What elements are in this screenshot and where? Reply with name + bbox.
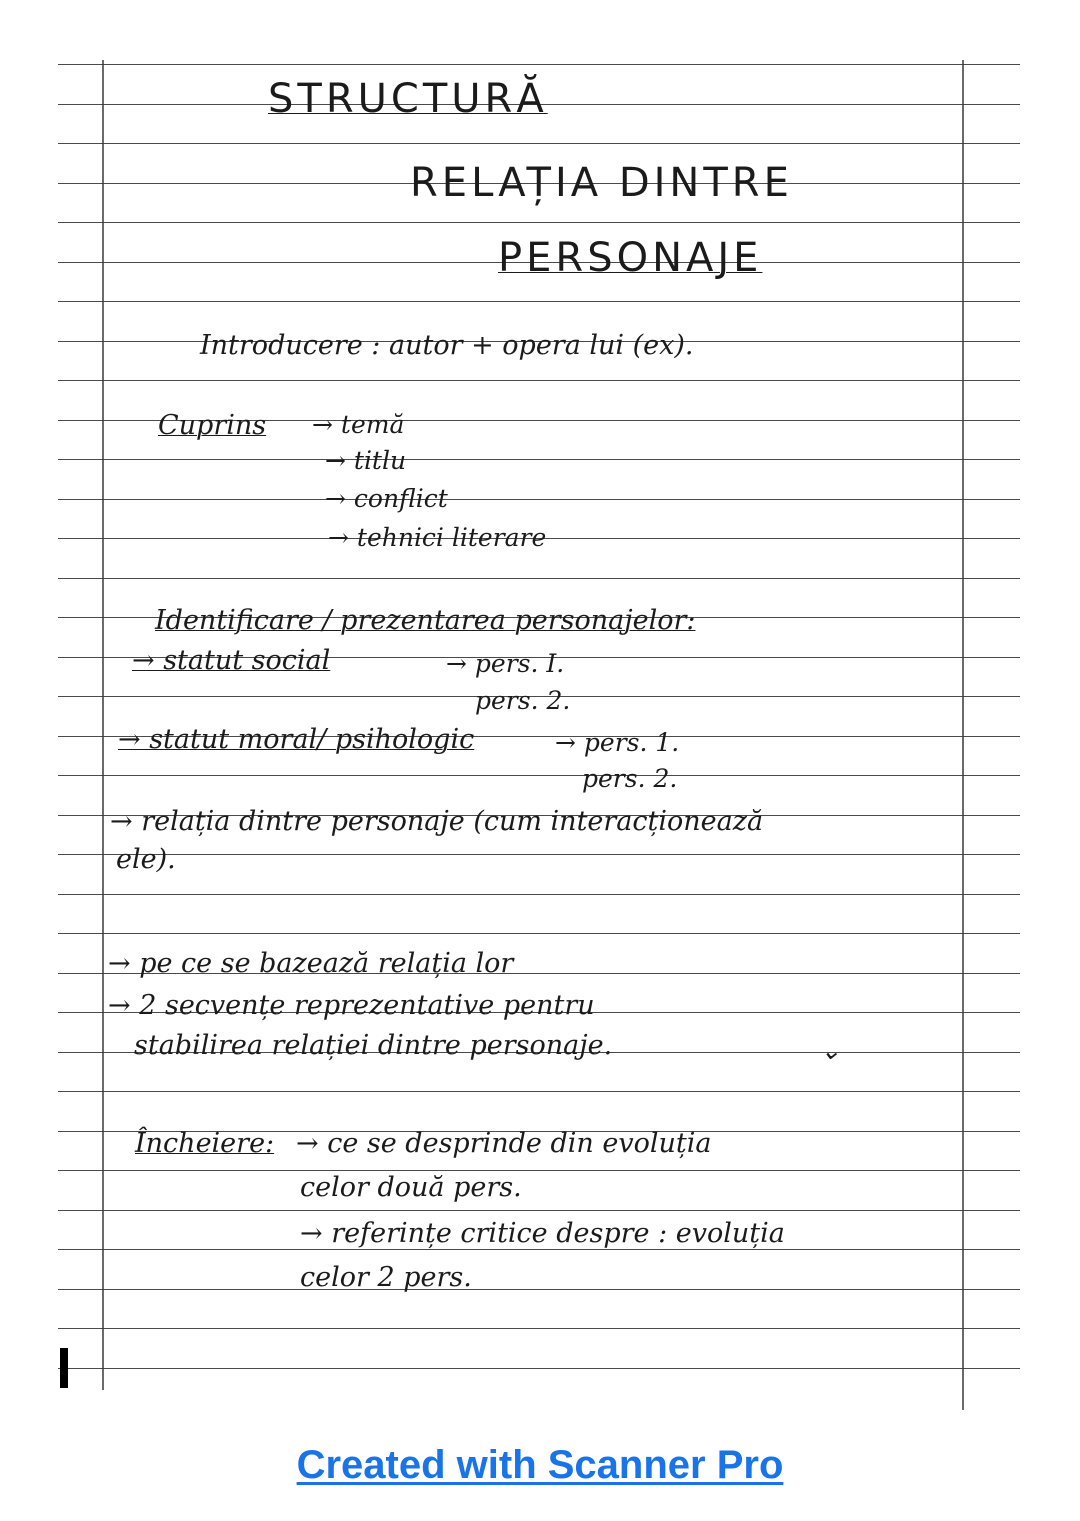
secvente-line-1: → 2 secvențe reprezentative pentru bbox=[108, 990, 595, 1021]
statut-moral: → statut moral/ psihologic bbox=[118, 724, 475, 755]
pers-2-social: pers. 2. bbox=[475, 686, 571, 715]
title-line-2: RELAȚIA DINTRE bbox=[410, 160, 793, 206]
pers-2-moral: pers. 2. bbox=[582, 764, 678, 793]
title-line-1: STRUCTURĂ bbox=[268, 76, 548, 122]
pers-1-social: → pers. I. bbox=[446, 649, 565, 678]
intro-line: Introducere : autor + opera lui (ex). bbox=[200, 330, 694, 361]
statut-social: → statut social bbox=[132, 645, 331, 676]
cuprins-item-conflict: → conflict bbox=[325, 484, 448, 513]
relatia-line-1: → relația dintre personaje (cum interacționează bbox=[110, 806, 764, 837]
incheiere-line-2: celor două pers. bbox=[300, 1172, 522, 1203]
identificare-heading: Identificare / prezentarea personajelor: bbox=[155, 605, 696, 636]
incheiere-line-1: → ce se desprinde din evoluția bbox=[296, 1128, 712, 1159]
scan-edge-shadow bbox=[60, 1348, 68, 1388]
title-line-3: PERSONAJE bbox=[498, 235, 763, 281]
cuprins-label: Cuprins bbox=[158, 410, 267, 441]
secvente-line-2: stabilirea relației dintre personaje. bbox=[134, 1030, 613, 1061]
tick-mark: ⌄ bbox=[820, 1036, 841, 1065]
footer bbox=[0, 1443, 1080, 1488]
cuprins-item-tema: → temă bbox=[312, 410, 405, 439]
scanner-pro-link[interactable]: Created with Scanner Pro bbox=[296, 1443, 784, 1487]
incheiere-line-3: → referințe critice despre : evoluția bbox=[300, 1218, 785, 1249]
incheiere-label: Încheiere: bbox=[135, 1128, 275, 1159]
cuprins-item-titlu: → titlu bbox=[325, 446, 407, 475]
relatia-line-2: ele). bbox=[116, 844, 176, 875]
bazeaza-line: → pe ce se bazează relația lor bbox=[108, 948, 514, 979]
pers-1-moral: → pers. 1. bbox=[555, 728, 680, 757]
incheiere-line-4: celor 2 pers. bbox=[300, 1262, 472, 1293]
cuprins-item-tehnici: → tehnici literare bbox=[328, 523, 547, 552]
